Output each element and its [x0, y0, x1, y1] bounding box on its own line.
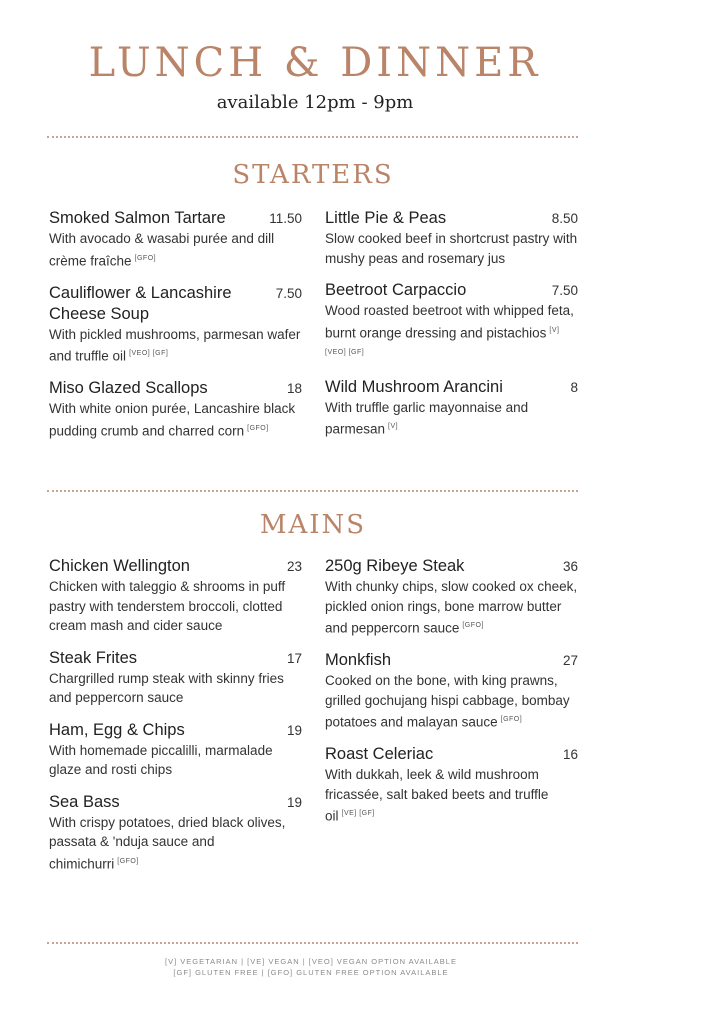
menu-item-description-text: With avocado & wasabi purée and dill crème fraîche: [49, 231, 275, 268]
menu-item-header: [49, 283, 302, 325]
menu-item-price: 8: [570, 379, 578, 395]
menu-item-header: [49, 792, 302, 813]
menu-item-price: 7.50: [551, 283, 578, 298]
dietary-tag: [V] [VEO] [GF]: [325, 326, 560, 356]
menu-title: LUNCH & DINNER: [88, 40, 542, 86]
dietary-tag: [VE] [GF]: [341, 810, 375, 817]
menu-item-name: Steak Frites: [49, 648, 138, 667]
menu-item-header: [325, 208, 578, 229]
menu-item-description: [325, 765, 578, 826]
menu-item: [325, 650, 578, 732]
menu-item-header: [325, 744, 578, 765]
menu-item-description: [325, 671, 578, 732]
menu-item-name: Little Pie & Peas: [325, 209, 447, 227]
divider-top: [47, 136, 578, 138]
menu-item-name: Chicken Wellington: [49, 557, 190, 575]
menu-item-name: Miso Glazed Scallops: [49, 379, 208, 397]
menu-item: [49, 378, 302, 441]
menu-item: [49, 792, 302, 874]
dietary-tag: [VEO] [GF]: [129, 350, 169, 357]
menu-item-header: [325, 280, 578, 301]
menu-item-price: 11.50: [269, 211, 302, 226]
menu-item-name: Ham, Egg & Chips: [49, 720, 185, 739]
divider-bottom: [47, 942, 578, 944]
menu-item-price: 7.50: [275, 285, 302, 301]
dietary-tag: [GFO]: [500, 716, 523, 723]
menu-item: [49, 720, 302, 780]
mains-heading: MAINS: [259, 510, 367, 540]
dietary-tag: [GFO]: [117, 857, 139, 865]
menu-item-price: 23: [286, 559, 302, 574]
menu-item: [325, 744, 578, 826]
menu-item: [49, 208, 302, 271]
menu-item-description: [49, 741, 302, 780]
mains-left-column: [49, 556, 302, 886]
menu-item-description: [49, 669, 302, 708]
menu-item-description-text: Wood roasted beetroot with whipped feta, burnt orange dressing and pistachios: [325, 303, 574, 340]
menu-item-description-text: Chicken with taleggio & shrooms in puff pastry with tenderstem broccoli, clotted cream mash and cider sauce: [49, 579, 286, 633]
menu-item-price: 8.50: [551, 211, 578, 226]
menu-item-name: Smoked Salmon Tartare: [49, 209, 226, 227]
menu-item-header: [49, 556, 302, 577]
menu-item-price: 17: [286, 650, 302, 666]
starters-heading: STARTERS: [232, 160, 394, 190]
menu-item-description-text: Chargrilled rump steak with skinny fries and peppercorn sauce: [49, 670, 284, 705]
menu-item-description: [325, 229, 578, 268]
menu-item-description: [49, 577, 302, 636]
menu-item: [49, 648, 302, 708]
menu-item-description: [49, 399, 302, 441]
menu-item-name: Cauliflower & Lancashire Cheese Soup: [49, 283, 232, 323]
menu-item-description-text: With crispy potatoes, dried black olives, passata & 'nduja sauce and chimichurri: [49, 814, 286, 871]
menu-item-description-text: Slow cooked beef in shortcrust pastry with mushy peas and rosemary jus: [325, 231, 578, 266]
menu-item-header: [325, 556, 578, 577]
menu-item-header: [325, 377, 578, 398]
menu-item-description-text: With truffle garlic mayonnaise and parmesan: [325, 399, 529, 437]
menu-item-description: [325, 398, 578, 440]
menu-item-header: [49, 378, 302, 399]
menu-item-description-text: With pickled mushrooms, parmesan wafer and truffle oil: [49, 326, 301, 364]
dietary-tag: [GFO]: [134, 254, 157, 262]
menu-item-description: [49, 325, 302, 367]
menu-item-description-text: Cooked on the bone, with king prawns, grilled gochujang hispi cabbage, bombay potatoes and malayan sauce: [325, 673, 570, 730]
menu-item: [49, 556, 302, 636]
starters-left-column: [49, 208, 302, 453]
menu-item-price: 16: [562, 747, 578, 762]
menu-item: [49, 283, 302, 367]
menu-item-header: [49, 648, 302, 669]
menu-item-description: [49, 229, 302, 271]
menu-availability: available 12pm - 9pm: [216, 92, 414, 113]
menu-item-header: [49, 720, 302, 741]
menu-item: [325, 377, 578, 440]
menu-item-price: 19: [286, 722, 302, 738]
dietary-legend: [0, 956, 622, 978]
menu-item-name: Monkfish: [325, 651, 392, 669]
menu-item-header: [49, 208, 302, 229]
dietary-tag: [V]: [388, 423, 399, 430]
menu-item-description-text: With homemade piccalilli, marmalade glaze and rosti chips: [49, 742, 273, 777]
menu-item-price: 19: [286, 794, 302, 810]
menu-item-price: 18: [286, 381, 302, 396]
mains-right-column: [325, 556, 578, 838]
menu-item-header: [325, 650, 578, 671]
dietary-tag: [GFO]: [462, 622, 484, 629]
legend-line-1: [V] VEGETARIAN | [VE] VEGAN | [VEO] VEGAN OPTION AVAILABLE: [165, 957, 457, 966]
menu-item-price: 36: [562, 559, 578, 574]
menu-item-name: Roast Celeriac: [325, 745, 434, 763]
menu-item: [325, 280, 578, 365]
menu-item-description: [49, 813, 302, 874]
menu-item-name: Beetroot Carpaccio: [325, 281, 467, 299]
divider-middle: [47, 490, 578, 492]
menu-item-price: 27: [562, 653, 578, 668]
menu-item-description-text: With chunky chips, slow cooked ox cheek, pickled onion rings, bone marrow butter and peppercorn sauce: [325, 579, 578, 636]
menu-item-description-text: With white onion purée, Lancashire black pudding crumb and charred corn: [49, 401, 296, 438]
menu-item-name: Sea Bass: [49, 792, 120, 811]
menu-item-name: Wild Mushroom Arancini: [325, 377, 503, 396]
menu-item-name: 250g Ribeye Steak: [325, 557, 465, 575]
dietary-tag: [GFO]: [247, 424, 269, 432]
menu-item-description-text: With dukkah, leek & wild mushroom fricassée, salt baked beets and truffle oil: [325, 767, 549, 824]
starters-right-column: [325, 208, 578, 451]
menu-item-description: [325, 301, 578, 365]
menu-item: [325, 556, 578, 638]
menu-item-description: [325, 577, 578, 638]
legend-line-2: [GF] GLUTEN FREE | [GFO] GLUTEN FREE OPTION AVAILABLE: [173, 968, 449, 977]
menu-item: [325, 208, 578, 268]
